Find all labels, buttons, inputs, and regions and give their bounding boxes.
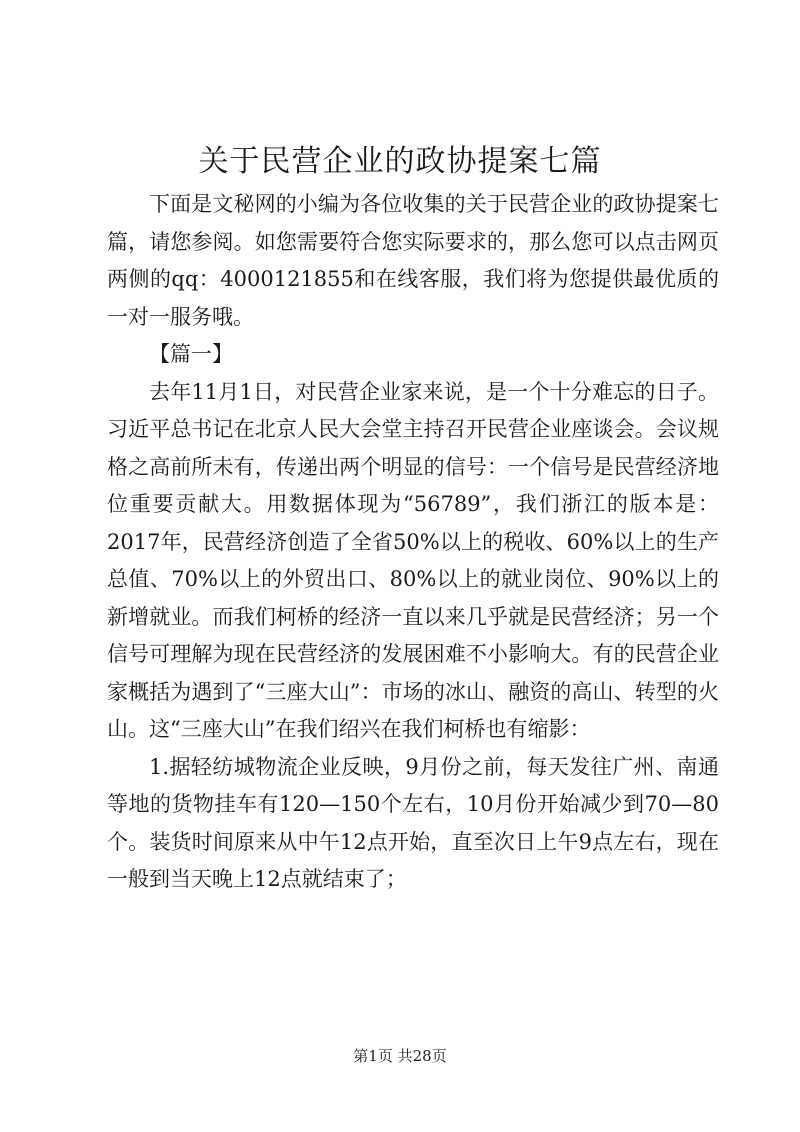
body-paragraph: 1.据轻纺城物流企业反映，9月份之前，每天发往广州、南通等地的货物挂车有120—150个左右，10月份开始减少到70—80个。装货时间原来从中午12点开始，直至次日上午9点左右，现在一般到当天晚上12点就结束了； bbox=[107, 754, 719, 891]
page-number-footer: 第1页 共28页 bbox=[353, 1047, 447, 1065]
section-heading: 【篇一】 bbox=[149, 342, 233, 366]
body-paragraph: 去年11月1日，对民营企业家来说，是一个十分难忘的日子。习近平总书记在北京人民大会堂主持召开民营企业座谈会。会议规格之高前所未有，传递出两个明显的信号：一个信号是民营经济地位重要贡献大。用数据体现为“56789”，我们浙江的版本是：2017年，民营经济创造了全省50%以上的税收、60%以上的生产总值、70%以上的外贸出口、80%以上的就业岗位、90%以上的新增就业。而我们柯桥的经济一直以来几乎就是民营经济；另一个信号可理解为现在民营经济的发展困难不小影响大。有的民营企业家概括为遇到了“三座大山”：市场的冰山、融资的高山、转型的火山。这“三座大山”在我们绍兴在我们柯桥也有缩影： bbox=[107, 379, 719, 741]
intro-paragraph: 下面是文秘网的小编为各位收集的关于民营企业的政协提案七篇，请您参阅。如您需要符合您实际要求的，那么您可以点击网页两侧的qq：4000121855和在线客服，我们将为您提供最优质的一对一服务哦。 bbox=[107, 192, 719, 329]
document-body bbox=[107, 186, 719, 899]
document-title: 关于民营企业的政协提案七篇 bbox=[198, 144, 602, 179]
